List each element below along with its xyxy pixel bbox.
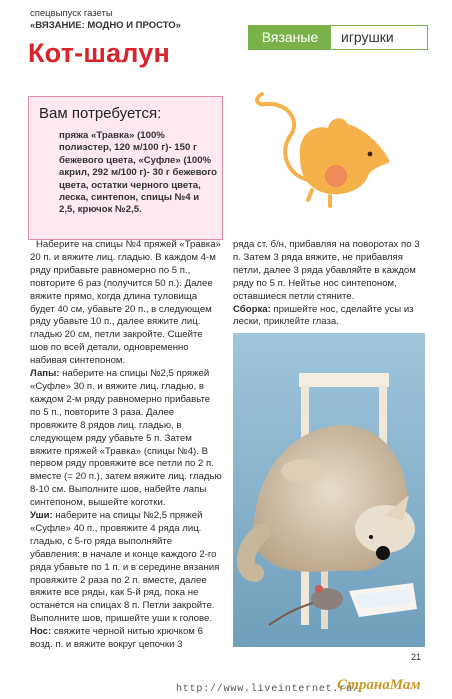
assembly-label: Сборка: xyxy=(233,303,271,315)
ears-paragraph: Уши: наберите на спицы №2,5 пряжей «Суфле» 40 п., провяжите 4 ряда лиц. гладью, с 5-го ряда выполняйте убавления: в начале и конце каждого 2-го ряда убавьте по 1 п. и в середине вязания провяжите 2 раза по 2 п. вместе, далее вяжите все ряды, как 5-й ряд, пока не останется на спицах 8 п. Петли закройте. Выполните шов, пришейте уши к голове. xyxy=(30,510,220,625)
nose-paragraph: Нос: свяжите черной нитью крючком 6 возд. п. и вяжите вокруг цепочки 3 xyxy=(30,626,203,651)
ears-label: Уши: xyxy=(30,510,53,522)
paws-paragraph: Лапы: наберите на спицы №2,5 пряжей «Суфле» 30 п. и вяжите лиц. гладью, в каждом 2-м ряду равномерно прибавьте по 5 п., повторите 3 раза. Далее провяжите 8 рядов лиц. гладью, в следующем ряду убавьте 5 п. Затем вяжите пряжей «Травка» (спицы №4). В первом ряду провяжите все петли по 2 п. вместе (= 20 п.), затем вяжите лиц. гладью 8-10 см. Выполните шов, набейте лапы синтепоном, вышейте коготки. xyxy=(30,368,222,509)
watermark-url: http://www.liveinternet.ru/ xyxy=(176,684,360,695)
supertitle-line2: «ВЯЗАНИЕ: МОДНО И ПРОСТО» xyxy=(30,20,181,31)
mouse-illustration xyxy=(250,84,400,224)
assembly-paragraph: Сборка: пришейте нос, сделайте усы из лески, приклейте глаза. xyxy=(233,303,414,328)
section-label-b: игрушки xyxy=(341,29,394,45)
materials-text: пряжа «Травка» (100% полиэстер, 120 м/100 г)- 150 г бежевого цвета, «Суфле» (100% акрил, 292 м/100 г)- 30 г бежевого цвета, остатки черного цвета, леска, синтепон, спицы №4 и 2,5, крючок №2,5. xyxy=(59,130,217,216)
section-label-a: Вязаные xyxy=(249,26,331,49)
supertitle-line1: спецвыпуск газеты xyxy=(30,8,113,19)
paws-label: Лапы: xyxy=(30,368,60,380)
supertitle xyxy=(30,8,240,32)
page-number: 21 xyxy=(411,652,422,662)
section-label xyxy=(248,25,428,50)
materials-heading: Вам потребуется: xyxy=(39,105,162,122)
nose-continued: ряда ст. б/н, прибавляя на поворотах по 3 п. Затем 3 ряда вяжите, не прибавляя петли, далее 3 ряда убавляйте в каждом ряду по 5 п. Нейтье нос синтепоном, оставшиеся петли стяните. xyxy=(233,239,420,302)
knitted-cat-photo xyxy=(233,333,425,647)
materials-box xyxy=(28,96,223,240)
body-paragraph: Наберите на спицы №4 пряжей «Травка» 20 п. и вяжите лиц. гладью. В каждом 4-м ряду прибавьте равномерно по 5 п., повторите 6 раз (получится 50 п.). Далее вяжите прямо, когда длина туловища будет 40 см, убавьте 20 п., в следующем ряду убавьте 10 п., далее вяжите лиц. гладью 20 см, петли закройте. Сшейте шов по всей детали, одновременно набивая синтепоном. xyxy=(30,239,221,367)
instructions-right-column xyxy=(233,239,425,329)
instructions-left-column xyxy=(30,239,222,652)
nose-label: Нос: xyxy=(30,626,52,638)
page-title: Кот-шалун xyxy=(28,38,170,68)
watermark-logo: СтранаМам xyxy=(337,677,421,693)
